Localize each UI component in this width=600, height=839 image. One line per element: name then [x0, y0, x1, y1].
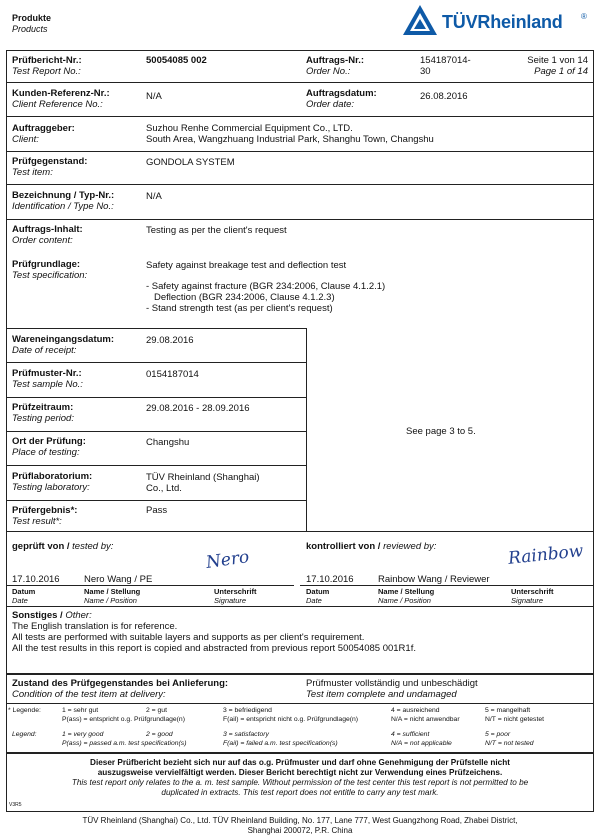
divider	[6, 431, 306, 432]
sample-value: 0154187014	[146, 369, 199, 380]
see-page-note: See page 3 to 5.	[406, 426, 476, 437]
divider	[6, 151, 594, 152]
legend-item: F(ail) = entspricht nicht o.g. Prüfgrundlage(n)	[223, 716, 359, 723]
divider	[6, 752, 594, 754]
reviewed-signature: Rainbow	[507, 541, 585, 569]
tested-signature-label: Unterschrift Signature	[214, 587, 257, 605]
client-ref-label: Kunden-Referenz-Nr.: Client Reference No.:	[12, 88, 110, 110]
legend-item: 5 = poor	[485, 731, 511, 738]
order-content-label: Auftrags-Inhalt: Order content:	[12, 224, 83, 246]
reviewed-by-heading: kontrolliert von / reviewed by:	[306, 541, 437, 552]
divider	[6, 465, 306, 466]
period-value: 29.08.2016 - 28.09.2016	[146, 403, 250, 414]
divider	[300, 585, 594, 586]
place-label: Ort der Prüfung: Place of testing:	[12, 436, 86, 458]
form-code: V3R5	[9, 802, 22, 808]
legend-item: 4 = sufficient	[391, 731, 430, 738]
legend-item: 3 = satisfactory	[223, 731, 269, 738]
disclaimer: Dieser Prüfbericht bezieht sich nur auf das o.g. Prüfmuster und darf ohne Genehmigung der Prüfstelle nicht auszugsweise vervielfältigt werden. Dieser Bericht berechtigt nicht zur Verwendung eines Prüfzeichens. This test report only relates to the a. m. test sample. Without permission of the test center this test report is not permitted to be duplicated in extracts. This test report does not entitle to carry any test mark.	[71, 758, 529, 797]
order-date-value: 26.08.2016	[420, 91, 468, 102]
place-value: Changshu	[146, 437, 190, 448]
reviewed-name: Rainbow Wang / Reviewer	[378, 574, 490, 585]
page-indicator: Seite 1 von 14 Page 1 of 14	[527, 55, 588, 77]
legend-item: 3 = befriedigend	[223, 707, 272, 714]
client-label: Auftraggeber: Client:	[12, 123, 75, 145]
tested-name: Nero Wang / PE	[84, 574, 153, 585]
result-label: Prüfergebnis*: Test result*:	[12, 505, 78, 527]
specification-value: Safety against breakage test and deflection test - Safety against fracture (BGR 234:2006, Clause 4.1.2.1) Deflection (BGR 234:2006, Clause 4.1.2.3) - Stand strength test (as per client's request)	[146, 260, 386, 314]
legend-item: 1 = sehr gut	[62, 707, 99, 714]
legend-item: N/T = not tested	[485, 740, 534, 747]
condition-label: Zustand des Prüfgegenstandes bei Anlieferung: Condition of the test item at delivery:	[12, 678, 229, 700]
legend-de-title: * Legende:	[8, 707, 41, 714]
reviewed-datum-label: Datum Date	[306, 587, 330, 605]
identification-value: N/A	[146, 191, 162, 202]
order-date-label: Auftragsdatum: Order date:	[306, 88, 377, 110]
receipt-label: Wareneingangsdatum: Date of receipt:	[12, 334, 115, 356]
report-nr-value: 50054085 002	[146, 55, 207, 66]
legend-item: N/T = nicht getestet	[485, 716, 545, 723]
reviewed-name-label: Name / Stellung Name / Position	[378, 587, 435, 605]
report-nr-label: Prüfbericht-Nr.: Test Report No.:	[12, 55, 82, 77]
legend-item: 1 = very good	[62, 731, 104, 738]
tested-name-label: Name / Stellung Name / Position	[84, 587, 141, 605]
order-nr-label: Auftrags-Nr.: Order No.:	[306, 55, 365, 77]
reviewed-date: 17.10.2016	[306, 574, 354, 585]
header-produkte: Produkte	[12, 13, 52, 23]
lab-value: TÜV Rheinland (Shanghai) Co., Ltd.	[146, 472, 260, 494]
divider	[6, 703, 594, 704]
sample-label: Prüfmuster-Nr.: Test sample No.:	[12, 368, 83, 390]
test-item-label: Prüfgegenstand: Test item:	[12, 156, 88, 178]
other-block: Sonstiges / Other: The English translation is for reference. All tests are performed with suitable layers and supports as per client's requirement. All the test results in this report is copied and abstracted from previous report 50054085 001R1f.	[12, 610, 416, 654]
divider	[6, 328, 306, 329]
identification-label: Bezeichnung / Typ-Nr.: Identification / Type No.:	[12, 190, 115, 212]
order-nr-value: 154187014- 30	[420, 55, 471, 77]
tested-by-heading: geprüft von / tested by:	[12, 541, 114, 552]
client-value: Suzhou Renhe Commercial Equipment Co., LTD. South Area, Wangzhuang Industrial Park, Shanghu Town, Changshu	[146, 123, 434, 145]
legend-item: F(ail) = failed a.m. test specification(s)	[223, 740, 338, 747]
divider	[6, 184, 594, 185]
brand-reg: ®	[581, 12, 587, 21]
footer-address: TÜV Rheinland (Shanghai) Co., Ltd. TÜV Rheinland Building, No. 177, Lane 777, West Guangzhong Road, Zhabei District, Shanghai 200072, P.R. China	[82, 816, 518, 835]
divider	[6, 585, 294, 586]
test-item-value: GONDOLA SYSTEM	[146, 157, 235, 168]
lab-label: Prüflaboratorium: Testing laboratory:	[12, 471, 93, 493]
divider	[6, 82, 594, 83]
legend-item: N/A = not applicable	[391, 740, 452, 747]
legend-item: 2 = good	[146, 731, 173, 738]
reviewed-signature-label: Unterschrift Signature	[511, 587, 554, 605]
client-ref-value: N/A	[146, 91, 162, 102]
tested-signature: Nero	[204, 547, 251, 573]
legend-item: P(ass) = entspricht o.g. Prüfgrundlage(n)	[62, 716, 185, 723]
divider	[6, 531, 594, 532]
receipt-value: 29.08.2016	[146, 335, 194, 346]
specification-label: Prüfgrundlage: Test specification:	[12, 259, 88, 281]
legend-item: P(ass) = passed a.m. test specification(s)	[62, 740, 187, 747]
tuv-logo-icon	[402, 4, 438, 36]
divider	[6, 606, 594, 607]
divider	[6, 219, 594, 220]
header-products: Products	[12, 24, 48, 34]
divider-vertical	[306, 328, 307, 531]
condition-value: Prüfmuster vollständig und unbeschädigt Test item complete and undamaged	[306, 678, 478, 700]
legend-item: 5 = mangelhaft	[485, 707, 531, 714]
tested-datum-label: Datum Date	[12, 587, 36, 605]
divider	[6, 116, 594, 117]
divider	[6, 397, 306, 398]
divider	[6, 673, 594, 675]
legend-item: 4 = ausreichend	[391, 707, 440, 714]
order-content-value: Testing as per the client's request	[146, 225, 287, 236]
divider	[6, 362, 306, 363]
brand-name: TÜVRheinland	[442, 12, 563, 32]
period-label: Prüfzeitraum: Testing period:	[12, 402, 74, 424]
result-value: Pass	[146, 505, 168, 516]
divider	[6, 500, 306, 501]
legend-en-title: Legend:	[12, 731, 37, 738]
legend-item: 2 = gut	[146, 707, 167, 714]
tested-date: 17.10.2016	[12, 574, 60, 585]
legend-item: N/A = nicht anwendbar	[391, 716, 460, 723]
